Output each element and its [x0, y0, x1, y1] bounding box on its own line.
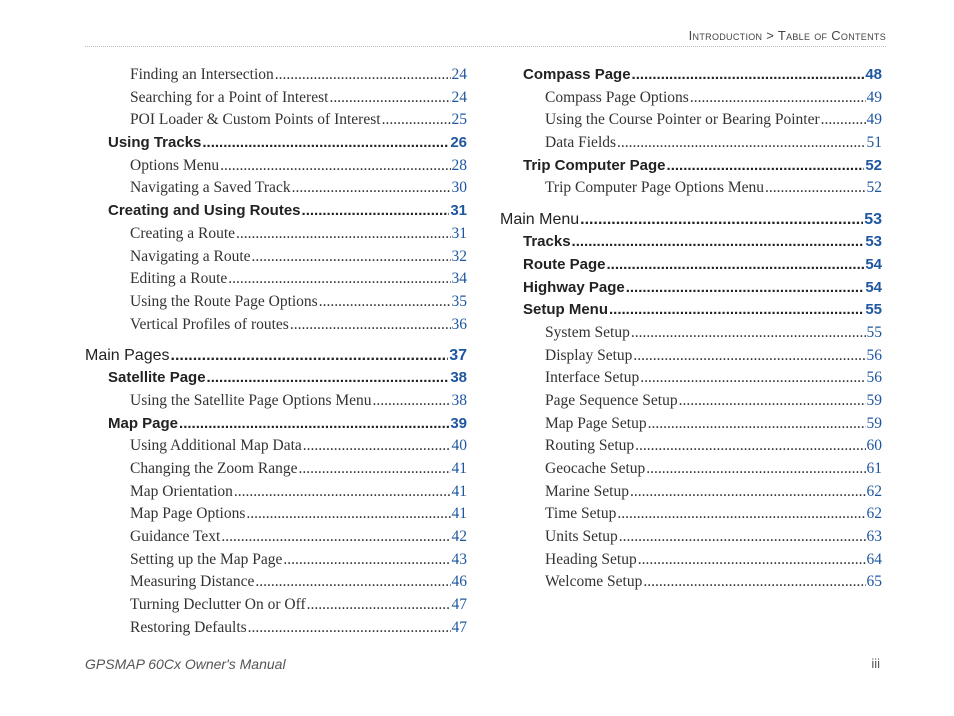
dot-leader	[619, 526, 866, 549]
toc-entry-page[interactable]: 24	[451, 88, 467, 106]
toc-entry[interactable]	[85, 177, 467, 200]
toc-entry[interactable]	[85, 367, 467, 390]
toc-entry[interactable]	[500, 458, 882, 481]
toc-entry[interactable]	[85, 246, 467, 269]
toc-entry[interactable]	[500, 64, 882, 87]
toc-entry[interactable]	[500, 526, 882, 549]
dot-leader	[220, 155, 450, 178]
dot-leader	[572, 231, 865, 254]
toc-entry-title: Map Page Setup	[545, 414, 647, 432]
toc-entry[interactable]	[85, 594, 467, 617]
toc-entry-page[interactable]: 56	[866, 369, 882, 387]
toc-entry-page[interactable]: 49	[866, 88, 882, 106]
toc-entry[interactable]	[500, 299, 882, 322]
dot-leader	[248, 617, 451, 640]
toc-entry-page[interactable]: 48	[865, 66, 882, 83]
toc-entry[interactable]	[85, 435, 467, 458]
toc-entry-page[interactable]: 53	[865, 233, 882, 251]
dot-leader	[632, 64, 865, 87]
toc-entry-title: Data Fields	[545, 134, 617, 152]
toc-entry[interactable]	[85, 109, 467, 132]
toc-entry[interactable]	[85, 223, 467, 246]
dot-leader	[171, 344, 449, 367]
dot-leader	[690, 87, 866, 110]
toc-entry-page[interactable]: 49	[866, 111, 882, 129]
toc-entry-page[interactable]: 62	[866, 482, 882, 500]
toc-entry-title: Units Setup	[545, 528, 618, 546]
toc-entry-title: Geocache Setup	[545, 460, 646, 477]
toc-entry[interactable]	[85, 526, 467, 549]
toc-entry-page[interactable]: 55	[866, 323, 882, 341]
toc-entry[interactable]	[85, 390, 467, 413]
dot-leader	[640, 367, 865, 390]
toc-entry[interactable]	[85, 344, 467, 367]
dot-leader	[609, 299, 864, 322]
toc-entry-page[interactable]: 59	[866, 391, 882, 409]
toc-entry[interactable]	[85, 268, 467, 291]
dot-leader	[207, 367, 450, 390]
toc-entry-title: Searching for a Point of Interest	[130, 88, 329, 106]
toc-entry-title: System Setup	[545, 323, 630, 341]
toc-entry-title: Options Menu	[130, 156, 220, 174]
toc-entry[interactable]	[85, 200, 467, 223]
toc-entry-title: Marine Setup	[545, 482, 629, 500]
toc-entry[interactable]	[500, 254, 882, 277]
toc-entry[interactable]	[500, 208, 882, 231]
toc-entry[interactable]	[500, 87, 882, 110]
toc-entry-title: Page Sequence Setup	[545, 391, 678, 409]
toc-entry-page[interactable]: 26	[450, 134, 467, 152]
toc-entry-title: Creating a Route	[130, 224, 236, 242]
toc-entry[interactable]	[85, 64, 467, 87]
toc-entry[interactable]	[85, 617, 467, 640]
toc-entry-page[interactable]: 56	[866, 346, 882, 364]
dot-leader	[373, 390, 451, 413]
toc-entry-page[interactable]: 62	[866, 505, 882, 523]
toc-entry-title: Tracks	[523, 233, 571, 251]
dot-leader	[646, 458, 865, 481]
dot-leader	[302, 200, 450, 223]
toc-entry-title: Main Menu	[500, 211, 580, 229]
toc-entry[interactable]	[500, 481, 882, 504]
toc-entry-title: Satellite Page	[108, 369, 206, 387]
toc-entry[interactable]	[500, 277, 882, 300]
toc-entry-title: Navigating a Saved Track	[130, 179, 291, 197]
toc-entry-page[interactable]: 51	[866, 134, 882, 152]
toc-entry-page[interactable]: 47	[451, 618, 467, 636]
toc-entry-title: Welcome Setup	[545, 573, 643, 591]
toc-entry[interactable]	[500, 155, 882, 178]
dot-leader	[329, 87, 450, 110]
toc-entry-page[interactable]: 37	[449, 347, 467, 365]
toc-entry-page[interactable]: 55	[865, 301, 882, 319]
breadcrumb	[689, 28, 886, 43]
dot-leader	[221, 526, 450, 549]
toc-entry-title: Map Page Options	[130, 505, 246, 523]
dot-leader	[319, 291, 451, 314]
dot-leader	[234, 481, 451, 504]
toc-entry-title: Using Additional Map Data	[130, 437, 302, 455]
toc-entry-page[interactable]: 38	[450, 369, 467, 387]
toc-entry-title: Trip Computer Page	[523, 156, 666, 174]
toc-entry-title: Display Setup	[545, 346, 633, 364]
toc-entry-page[interactable]: 31	[450, 202, 467, 220]
toc-entry-title: Editing a Route	[130, 270, 228, 288]
dot-leader	[307, 594, 451, 617]
toc-entry-title: Compass Page Options	[545, 88, 689, 106]
dot-leader	[298, 458, 450, 481]
toc-entry[interactable]	[500, 413, 882, 436]
toc-entry[interactable]	[85, 549, 467, 572]
toc-entry[interactable]	[85, 87, 467, 110]
dot-leader	[255, 571, 450, 594]
toc-entry-page[interactable]: 38	[451, 391, 467, 409]
dot-leader	[630, 481, 866, 504]
dot-leader	[236, 223, 450, 246]
toc-entry[interactable]	[85, 155, 467, 178]
toc-entry-title: Main Pages	[85, 347, 170, 365]
toc-entry[interactable]	[500, 390, 882, 413]
toc-entry[interactable]	[500, 322, 882, 345]
toc-entry-page[interactable]: 24	[451, 66, 467, 83]
toc-entry-page[interactable]: 32	[451, 247, 467, 265]
toc-entry[interactable]	[500, 571, 882, 594]
toc-entry[interactable]	[500, 503, 882, 526]
dot-leader	[283, 549, 450, 572]
toc-entry[interactable]	[500, 549, 882, 572]
toc-entry[interactable]	[85, 481, 467, 504]
toc-entry-page[interactable]: 40	[451, 437, 467, 455]
dot-leader	[303, 435, 451, 458]
toc-entry[interactable]	[85, 132, 467, 155]
dot-leader	[643, 571, 865, 594]
toc-entry[interactable]	[500, 435, 882, 458]
toc-entry-page[interactable]: 43	[451, 550, 467, 568]
toc-right-column	[500, 64, 882, 594]
dot-leader	[617, 132, 865, 155]
toc-entry-page[interactable]: 59	[866, 414, 882, 432]
toc-entry-title: Routing Setup	[545, 437, 635, 455]
toc-entry-page[interactable]: 65	[866, 573, 882, 591]
toc-entry[interactable]	[500, 367, 882, 390]
toc-entry[interactable]	[500, 109, 882, 132]
dot-leader	[679, 390, 866, 413]
dot-leader	[292, 177, 451, 200]
manual-title: GPSMAP 60Cx Owner's Manual	[85, 656, 286, 672]
toc-entry[interactable]	[85, 458, 467, 481]
dot-leader	[252, 246, 451, 269]
dot-leader	[179, 413, 449, 436]
toc-entry-page[interactable]: 35	[451, 292, 467, 310]
toc-entry-page[interactable]: 46	[451, 573, 467, 591]
toc-entry[interactable]	[85, 413, 467, 436]
toc-entry-title: Guidance Text	[130, 528, 221, 546]
dot-leader	[635, 435, 865, 458]
toc-entry-page[interactable]: 30	[451, 179, 467, 197]
page-number: iii	[871, 656, 880, 671]
toc-entry-page[interactable]: 34	[451, 270, 467, 288]
toc-entry-title: Using the Satellite Page Options Menu	[130, 391, 372, 409]
toc-entry-title: Using the Route Page Options	[130, 292, 318, 310]
toc-entry-title: Setting up the Map Page	[130, 550, 283, 568]
toc-entry[interactable]	[85, 314, 467, 337]
toc-entry-page[interactable]: 25	[451, 111, 467, 129]
toc-entry-page[interactable]: 52	[865, 156, 882, 174]
dot-leader	[617, 503, 865, 526]
toc-entry-page[interactable]: 36	[451, 315, 467, 333]
dot-leader	[202, 132, 449, 155]
toc-entry-page[interactable]: 39	[450, 414, 467, 432]
toc-entry-title: Vertical Profiles of routes	[130, 315, 289, 333]
toc-entry-title: Using Tracks	[108, 134, 202, 152]
toc-entry-title: Trip Computer Page Options Menu	[545, 179, 765, 197]
dot-leader	[631, 322, 866, 345]
toc-entry-page[interactable]: 31	[451, 224, 467, 242]
dot-leader	[580, 208, 863, 231]
toc-entry-page[interactable]: 42	[451, 528, 467, 546]
toc-entry-title: Turning Declutter On or Off	[130, 596, 306, 614]
dot-leader	[765, 177, 865, 200]
toc-entry[interactable]	[500, 345, 882, 368]
toc-left-column	[85, 64, 467, 640]
toc-entry-page[interactable]: 41	[451, 460, 467, 477]
toc-entry-title: Setup Menu	[523, 301, 608, 319]
toc-entry-title: Highway Page	[523, 278, 625, 296]
toc-entry-page[interactable]: 63	[866, 528, 882, 546]
breadcrumb-text: Introduction > Table of Contents	[688, 28, 886, 43]
dot-leader	[626, 277, 865, 300]
toc-entry-page[interactable]: 41	[451, 505, 467, 523]
dot-leader	[638, 549, 866, 572]
dot-leader	[648, 413, 866, 436]
toc-entry-page[interactable]: 41	[451, 482, 467, 500]
toc-entry-title: Compass Page	[523, 66, 631, 83]
toc-entry[interactable]	[500, 132, 882, 155]
toc-entry[interactable]	[500, 177, 882, 200]
dot-leader	[382, 109, 451, 132]
toc-entry-page[interactable]: 64	[866, 550, 882, 568]
toc-entry-title: Map Orientation	[130, 482, 233, 500]
dot-leader	[607, 254, 865, 277]
toc-entry-title: Time Setup	[545, 505, 617, 523]
toc-entry[interactable]	[85, 571, 467, 594]
dot-leader	[633, 345, 865, 368]
section-gap	[85, 336, 467, 344]
toc-entry-title: Route Page	[523, 255, 606, 273]
dot-leader	[228, 268, 450, 291]
toc-entry-page[interactable]: 52	[866, 179, 882, 197]
toc-entry-title: Interface Setup	[545, 369, 640, 387]
dot-leader	[275, 64, 451, 87]
toc-entry-title: Restoring Defaults	[130, 618, 247, 636]
dot-leader	[246, 503, 450, 526]
toc-entry-title: Finding an Intersection	[130, 66, 274, 83]
toc-entry-title: Creating and Using Routes	[108, 202, 301, 220]
toc-entry-page[interactable]: 47	[451, 596, 467, 614]
toc-entry-title: POI Loader & Custom Points of Interest	[130, 111, 381, 129]
toc-entry-title: Measuring Distance	[130, 573, 255, 591]
toc-entry-title: Changing the Zoom Range	[130, 460, 298, 477]
toc-entry-page[interactable]: 54	[865, 255, 882, 273]
toc-entry-page[interactable]: 61	[866, 460, 882, 477]
toc-entry-title: Using the Course Pointer or Bearing Pointer	[545, 111, 820, 129]
dot-leader	[667, 155, 865, 178]
dot-leader	[290, 314, 451, 337]
toc-entry-page[interactable]: 60	[866, 437, 882, 455]
toc-entry-title: Map Page	[108, 414, 179, 432]
toc-entry[interactable]	[85, 291, 467, 314]
toc-entry-page[interactable]: 28	[451, 156, 467, 174]
header-divider	[85, 46, 886, 47]
section-gap	[500, 200, 882, 208]
toc-entry-page[interactable]: 53	[864, 211, 882, 229]
toc-entry-title: Heading Setup	[545, 550, 637, 568]
toc-entry-page[interactable]: 54	[865, 278, 882, 296]
toc-entry[interactable]	[85, 503, 467, 526]
toc-entry[interactable]	[500, 231, 882, 254]
toc-entry-title: Navigating a Route	[130, 247, 251, 265]
dot-leader	[821, 109, 866, 132]
